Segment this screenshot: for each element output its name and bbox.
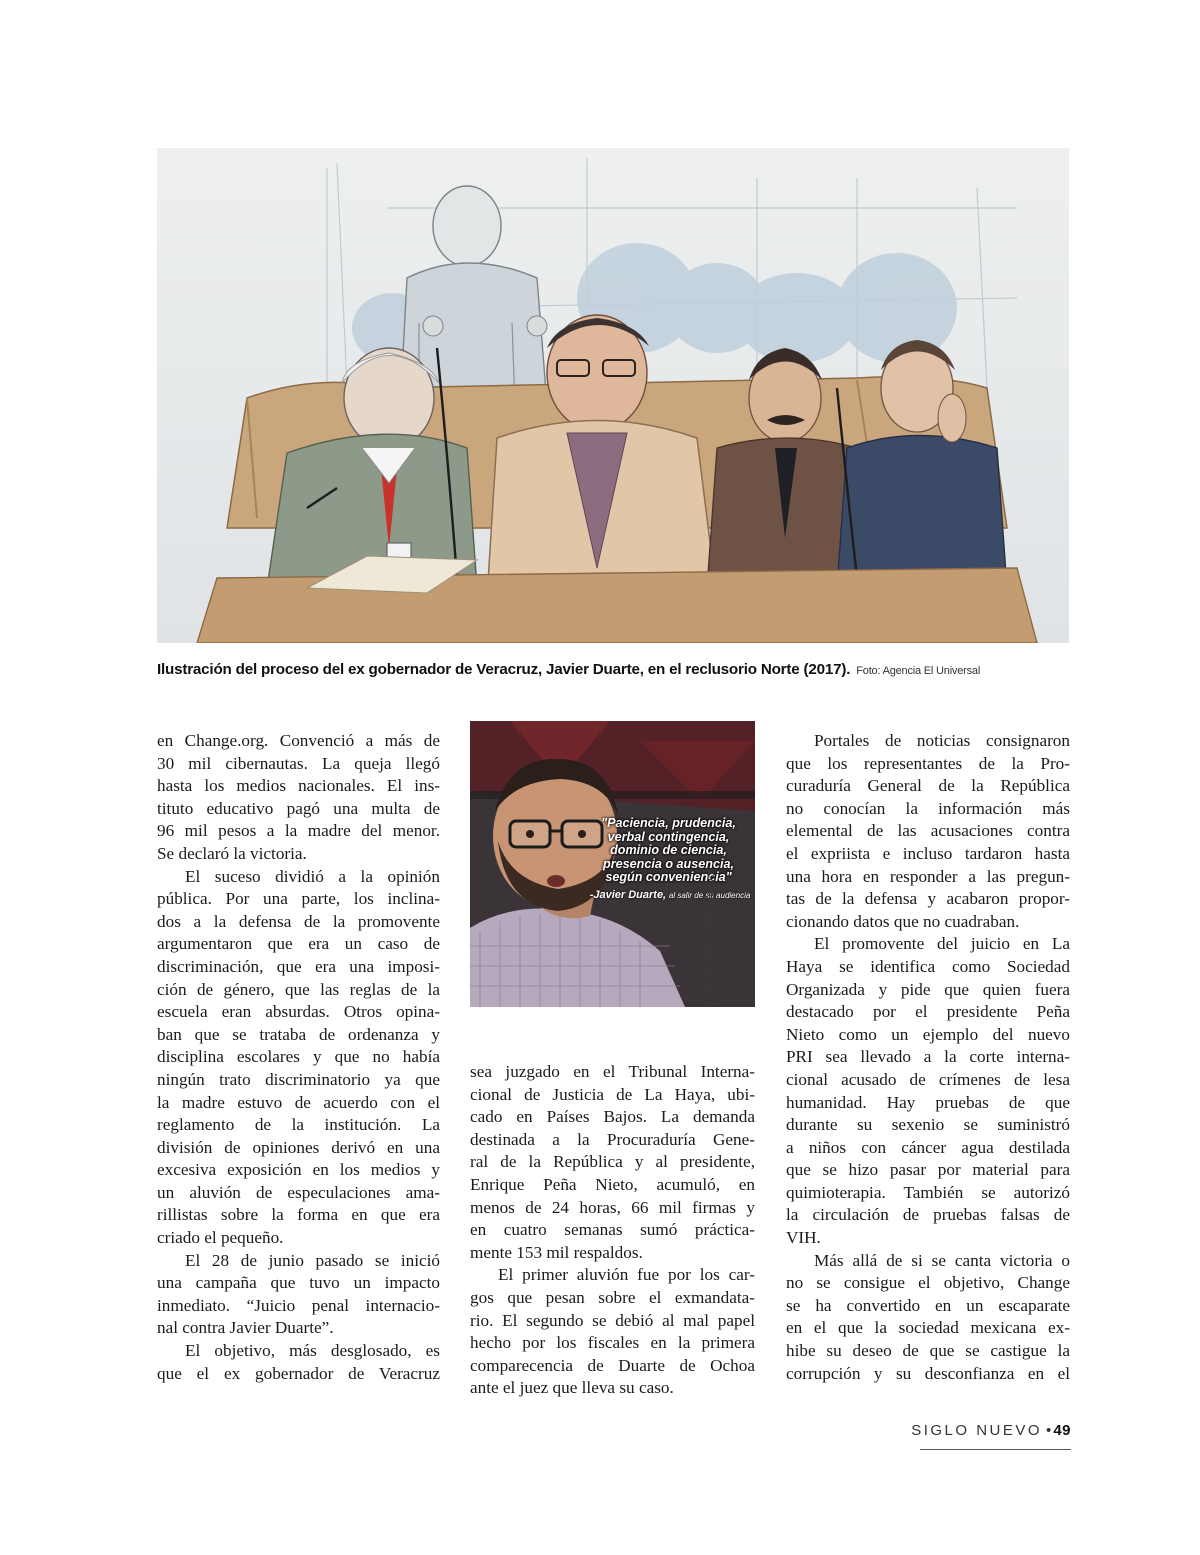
text-line: la madre estuvo de acuerdo con el	[157, 1092, 440, 1112]
text-line: El suceso dividió a la opinión	[185, 866, 440, 886]
text-line: no conocían la información más	[786, 798, 1070, 818]
text-line: gos que pesan sobre el exmandata-	[470, 1287, 755, 1307]
text-line: menos de 24 horas, 66 mil firmas y	[470, 1197, 755, 1217]
attribution-note: al salir de su audiencia	[668, 891, 751, 900]
text-column-left	[157, 730, 440, 1385]
text-line: durante su sexenio se suministró	[786, 1115, 1070, 1135]
text-line: una campaña que tuvo un impacto	[157, 1273, 440, 1293]
photo-credit: Foto: Archivo Siglo Nuevo	[705, 871, 717, 1004]
text-line: división de opiniones derivó en una	[157, 1137, 440, 1157]
page-number: 49	[1053, 1422, 1071, 1439]
text-line: sea juzgado en el Tribunal Interna-	[470, 1062, 755, 1081]
text-line: tituto educativo pagó una multa de	[157, 798, 440, 818]
text-line: elemental de las acusaciones contra	[786, 821, 1070, 841]
text-line: inmediato. “Juicio penal internacio-	[157, 1295, 440, 1315]
text-line: hibe su deseo de que se castigue la	[786, 1341, 1070, 1361]
courtroom-illustration	[157, 148, 1069, 643]
text-line: ción de género, que las reglas de la	[157, 979, 440, 999]
text-line: Se declaró la victoria.	[157, 843, 307, 863]
text-line: VIH.	[786, 1228, 821, 1248]
text-line: hasta los medios nacionales. El ins-	[157, 776, 440, 796]
text-line: cionando datos que no cuadraban.	[786, 911, 1020, 931]
text-line: pública. Por una parte, los inclina-	[157, 889, 440, 909]
text-line: Nieto como un ejemplo del nuevo	[786, 1024, 1070, 1044]
text-line: El promovente del juicio en La	[814, 934, 1070, 954]
text-line: argumentaron que era un caso de	[157, 934, 440, 954]
text-line: se ha convertido en un escaparate	[786, 1295, 1070, 1315]
publication-name: SIGLO NUEVO	[911, 1422, 1043, 1439]
photo-quote: "Paciencia, prudencia, verbal contingencia, dominio de ciencia, presencia o ausencia, según conveniencia"	[601, 816, 736, 885]
footer-separator: •	[1046, 1422, 1052, 1439]
text-line: dos a la defensa de la promovente	[157, 911, 440, 931]
text-line: rio. El segundo se debió al mal papel	[470, 1310, 755, 1330]
text-line: destacado por el presidente Peña	[786, 1002, 1070, 1022]
text-line: el expriista e incluso tardaron hasta	[786, 843, 1070, 863]
text-line: Enrique Peña Nieto, acumuló, en	[470, 1174, 755, 1194]
text-line: ante el juez que lleva su caso.	[470, 1378, 674, 1398]
text-line: no se consigue el objetivo, Change	[786, 1273, 1070, 1293]
text-line: a niños con cáncer agua destilada	[786, 1137, 1070, 1157]
text-line: criado el pequeño.	[157, 1228, 284, 1248]
caption-text: Ilustración del proceso del ex gobernador de Veracruz, Javier Duarte, en el reclusorio Norte (2017).	[157, 661, 851, 678]
text-line: un aluvión de especulaciones ama-	[157, 1182, 440, 1202]
text-line: discriminación, que era una imposi-	[157, 956, 440, 976]
text-column-right	[786, 730, 1070, 1385]
text-line: El 28 de junio pasado se inició	[185, 1250, 440, 1270]
photo-attribution	[588, 889, 752, 902]
text-line: mente 153 mil respaldos.	[470, 1242, 643, 1262]
text-line: quimioterapia. También se autorizó	[786, 1182, 1070, 1202]
text-line: excesiva exposición en los medios y	[157, 1160, 440, 1180]
text-column-middle	[470, 1061, 755, 1400]
text-line: disciplina escolares y que no había	[157, 1047, 440, 1067]
text-line: corrupción y su desconfianza en el	[786, 1363, 1070, 1383]
text-line: escuela eran absurdas. Otros opina-	[157, 1002, 440, 1022]
text-line: una hora en responder a las pregun-	[786, 866, 1070, 886]
text-line: curaduría General de la República	[786, 776, 1070, 796]
text-line: tas de la defensa y acabaron propor-	[786, 889, 1070, 909]
text-line: ningún trato discriminatorio ya que	[157, 1069, 440, 1089]
text-line: la circulación de pruebas falsas de	[786, 1205, 1070, 1225]
text-line: 96 mil pesos a la madre del menor.	[157, 821, 440, 841]
text-line: que se hizo pasar por material para	[786, 1160, 1070, 1180]
text-line: reglamento de la institución. La	[157, 1115, 440, 1135]
caption-credit: Foto: Agencia El Universal	[856, 665, 981, 677]
text-line: Portales de noticias consignaron	[814, 731, 1070, 750]
text-line: en el que la sociedad mexicana ex-	[786, 1318, 1070, 1338]
text-line: en Change.org. Convenció a más de	[157, 731, 440, 750]
illustration-caption	[157, 660, 1069, 681]
text-line: destinada a la Procuraduría Gene-	[470, 1129, 755, 1149]
text-line: El objetivo, más desglosado, es	[185, 1341, 440, 1361]
text-line: Más allá de si se canta victoria o	[814, 1250, 1070, 1270]
text-line: rillistas sobre la forma en que era	[157, 1205, 440, 1225]
text-line: cado en Países Bajos. La demanda	[470, 1107, 755, 1127]
courtroom-sketch	[157, 148, 1069, 643]
text-line: El primer aluvión fue por los car-	[498, 1265, 755, 1285]
text-line: comparecencia de Duarte de Ochoa	[470, 1355, 755, 1375]
text-line: PRI sea llevado a la corte interna-	[786, 1047, 1070, 1067]
text-line: que el ex gobernador de Veracruz	[157, 1363, 440, 1383]
text-line: nal contra Javier Duarte”.	[157, 1318, 334, 1338]
text-line: Haya se identifica como Sociedad	[786, 956, 1070, 976]
text-line: Organizada y pide que quien fuera	[786, 979, 1070, 999]
text-line: en cuatro semanas sumó práctica-	[470, 1220, 755, 1240]
text-line: cional de Justicia de La Haya, ubi-	[470, 1084, 755, 1104]
text-line: hecho por los fiscales en la primera	[470, 1333, 755, 1353]
text-line: que los representantes de la Pro-	[786, 753, 1070, 773]
text-line: humanidad. Hay pruebas de que	[786, 1092, 1070, 1112]
text-line: ral de la República y al presidente,	[470, 1152, 755, 1172]
text-line: ban que se trataba de ordenanza y	[157, 1024, 440, 1044]
attribution-name: -Javier Duarte,	[589, 889, 667, 901]
page-footer	[900, 1422, 1071, 1439]
footer-rule	[920, 1449, 1071, 1450]
text-line: cional acusado de crímenes de lesa	[786, 1069, 1070, 1089]
text-line: 30 mil cibernautas. La queja llegó	[157, 753, 440, 773]
